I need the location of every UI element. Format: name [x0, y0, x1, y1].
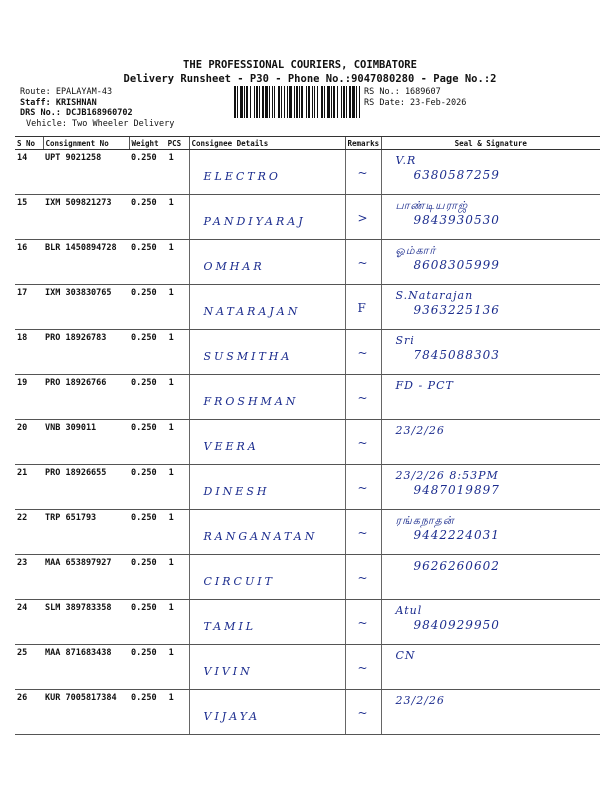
row-pcs: 1 [168, 423, 174, 433]
consignee-name: VEERA [203, 440, 259, 453]
remark-mark: ~ [357, 571, 368, 585]
barcode-bar [246, 86, 248, 118]
consignee-name: FROSHMAN [203, 395, 299, 408]
company-title: THE PROFESSIONAL COURIERS, COIMBATORE [183, 59, 417, 71]
row-sno: 14 [15, 150, 43, 195]
signature-name: S.Natarajan [395, 289, 474, 302]
row-signature [381, 510, 600, 555]
runsheet-meta-right [364, 87, 466, 108]
row-pcs: 1 [168, 468, 174, 478]
remark-mark: > [357, 211, 368, 225]
barcode-bar [254, 86, 255, 118]
row-consignee [189, 150, 345, 195]
row-sno: 21 [15, 465, 43, 510]
barcode-bar [356, 86, 357, 118]
barcode-bar [337, 86, 338, 118]
row-weight: 0.250 [131, 288, 157, 298]
row-pcs: 1 [168, 513, 174, 523]
row-weight-pcs [129, 285, 189, 330]
barcode-bar [265, 86, 268, 118]
signature-phone: 8608305999 [413, 258, 500, 272]
row-sno: 17 [15, 285, 43, 330]
row-weight: 0.250 [131, 198, 157, 208]
barcode-bar [301, 86, 303, 118]
row-sno: 24 [15, 600, 43, 645]
table-row [15, 510, 600, 555]
remark-mark: F [357, 301, 366, 315]
row-sno: 20 [15, 420, 43, 465]
row-pcs: 1 [168, 693, 174, 703]
row-weight-pcs [129, 690, 189, 735]
remark-mark: ~ [357, 481, 368, 495]
row-signature [381, 330, 600, 375]
route-label: Route: EPALAYAM-43 [20, 87, 113, 97]
consignee-name: PANDIYARAJ [203, 215, 306, 228]
row-signature [381, 285, 600, 330]
signature-text [396, 649, 416, 663]
row-consignment: BLR 1450894728 [43, 240, 129, 285]
barcode-bar [294, 86, 295, 118]
row-signature [381, 195, 600, 240]
signature-phone: 9442224031 [413, 528, 500, 542]
signature-text [396, 334, 500, 362]
row-remarks [345, 285, 381, 330]
signature-text [396, 694, 445, 708]
vehicle-label: Vehicle: Two Wheeler Delivery [26, 118, 175, 129]
signature-text [396, 289, 500, 317]
barcode-bar [308, 86, 310, 118]
row-weight: 0.250 [131, 558, 157, 568]
row-weight-pcs [129, 420, 189, 465]
signature-phone: 6380587259 [413, 168, 500, 182]
document-header [0, 58, 600, 86]
table-row [15, 240, 600, 285]
signature-name: Atul [395, 604, 423, 617]
barcode-bar [256, 86, 258, 118]
consignee-name: NATARAJAN [203, 305, 301, 318]
row-signature [381, 690, 600, 735]
row-weight: 0.250 [131, 513, 157, 523]
remark-mark: ~ [357, 391, 368, 405]
row-consignment: PRO 18926783 [43, 330, 129, 375]
table-row [15, 690, 600, 735]
signature-name: Sri [395, 334, 415, 347]
row-consignee [189, 330, 345, 375]
remark-mark: ~ [357, 706, 368, 720]
consignee-name: DINESH [203, 485, 270, 498]
barcode-bar [274, 86, 275, 118]
barcode-bar [343, 86, 345, 118]
row-consignee [189, 375, 345, 420]
barcode-bar [272, 86, 273, 118]
row-weight-pcs [129, 240, 189, 285]
row-weight: 0.250 [131, 468, 157, 478]
barcode-bar [317, 86, 318, 118]
barcode-bar [259, 86, 260, 118]
consignee-name: RANGANATAN [203, 530, 318, 543]
barcode-bar [240, 86, 243, 118]
row-weight: 0.250 [131, 603, 157, 613]
row-signature [381, 375, 600, 420]
row-weight-pcs [129, 195, 189, 240]
row-weight: 0.250 [131, 378, 157, 388]
row-consignee [189, 285, 345, 330]
row-signature [381, 645, 600, 690]
row-weight-pcs [129, 555, 189, 600]
table-row [15, 645, 600, 690]
row-consignment: KUR 7005817384 [43, 690, 129, 735]
barcode-bar [284, 86, 285, 118]
row-pcs: 1 [168, 648, 174, 658]
barcode-bar [296, 86, 298, 118]
signature-name: CN [395, 649, 416, 662]
table-row [15, 465, 600, 510]
row-consignment: IXM 303830765 [43, 285, 129, 330]
row-consignee [189, 420, 345, 465]
row-consignment: PRO 18926766 [43, 375, 129, 420]
row-remarks [345, 375, 381, 420]
row-remarks [345, 195, 381, 240]
table-row [15, 195, 600, 240]
row-weight: 0.250 [131, 333, 157, 343]
col-sno: S No [15, 137, 43, 150]
row-weight-pcs [129, 510, 189, 555]
row-pcs: 1 [168, 153, 174, 163]
barcode-bar [306, 86, 307, 118]
barcode-bar [324, 86, 325, 118]
col-weight: Weight [131, 138, 159, 148]
barcode-bar [287, 86, 288, 118]
consignee-name: VIJAYA [203, 710, 261, 723]
table-header-row [15, 137, 600, 150]
row-consignment: MAA 653897927 [43, 555, 129, 600]
row-consignee [189, 555, 345, 600]
row-pcs: 1 [168, 333, 174, 343]
row-remarks [345, 465, 381, 510]
row-sno: 15 [15, 195, 43, 240]
signature-phone: 7845088303 [413, 348, 500, 362]
signature-name: 23/2/26 8:53PM [395, 469, 499, 482]
row-sno: 25 [15, 645, 43, 690]
barcode-bar [289, 86, 292, 118]
row-weight-pcs [129, 600, 189, 645]
row-remarks [345, 150, 381, 195]
barcode-bar [321, 86, 323, 118]
runsheet-subtitle: Delivery Runsheet - P30 - Phone No.:9047080280 - Page No.:2 [123, 73, 497, 85]
row-sno: 16 [15, 240, 43, 285]
signature-text [396, 469, 500, 497]
consignee-name: CIRCUIT [203, 575, 275, 588]
remark-mark: ~ [357, 436, 368, 450]
row-remarks [345, 420, 381, 465]
barcode-bar [244, 86, 245, 118]
row-pcs: 1 [168, 603, 174, 613]
signature-name: ரங்கநாதன் [395, 514, 455, 527]
table-row [15, 375, 600, 420]
remark-mark: ~ [357, 166, 368, 180]
table-row [15, 150, 600, 195]
row-pcs: 1 [168, 558, 174, 568]
row-consignee [189, 195, 345, 240]
row-consignee [189, 465, 345, 510]
signature-text [396, 514, 500, 542]
row-weight-pcs [129, 150, 189, 195]
col-remarks: Remarks [345, 137, 381, 150]
row-signature [381, 555, 600, 600]
row-consignee [189, 510, 345, 555]
row-remarks [345, 600, 381, 645]
row-signature [381, 465, 600, 510]
row-remarks [345, 510, 381, 555]
row-signature [381, 600, 600, 645]
barcode-bar [327, 86, 330, 118]
barcode-bar [331, 86, 332, 118]
row-consignee [189, 690, 345, 735]
row-consignment: UPT 9021258 [43, 150, 129, 195]
row-remarks [345, 330, 381, 375]
barcode-bar [237, 86, 238, 118]
remark-mark: ~ [357, 526, 368, 540]
signature-name: பாண்டியராஜ் [395, 199, 469, 212]
row-consignment: SLM 389783358 [43, 600, 129, 645]
signature-text [396, 559, 500, 573]
table-row [15, 420, 600, 465]
row-signature [381, 240, 600, 285]
col-weight-pcs [129, 137, 189, 150]
barcode-bar [346, 86, 347, 118]
row-consignment: IXM 509821273 [43, 195, 129, 240]
row-signature [381, 150, 600, 195]
col-pcs: PCS [167, 138, 182, 148]
barcode-bar [250, 86, 251, 118]
signature-phone: 9843930530 [413, 213, 500, 227]
row-consignee [189, 240, 345, 285]
row-consignment: VNB 309011 [43, 420, 129, 465]
barcode-bar [349, 86, 351, 118]
signature-text [396, 379, 454, 393]
consignee-name: OMHAR [203, 260, 265, 273]
remark-mark: ~ [357, 661, 368, 675]
signature-phone: 9626260602 [413, 559, 500, 573]
staff-label: Staff: KRISHNAN [20, 97, 97, 108]
consignee-name: SUSMITHA [203, 350, 293, 363]
row-weight-pcs [129, 645, 189, 690]
signature-phone: 9487019897 [413, 483, 500, 497]
barcode-bar [234, 86, 236, 118]
row-remarks [345, 690, 381, 735]
row-weight: 0.250 [131, 243, 157, 253]
remark-mark: ~ [357, 256, 368, 270]
table-row [15, 600, 600, 645]
barcode-bar [262, 86, 264, 118]
barcode-bar [269, 86, 270, 118]
barcode-bar [314, 86, 315, 118]
row-sno: 23 [15, 555, 43, 600]
row-sno: 26 [15, 690, 43, 735]
rs-number: RS No.: 1689607 [364, 87, 441, 97]
row-weight: 0.250 [131, 423, 157, 433]
row-pcs: 1 [168, 198, 174, 208]
barcode-bar [352, 86, 355, 118]
table-row [15, 330, 600, 375]
row-pcs: 1 [168, 378, 174, 388]
signature-text [396, 424, 445, 438]
row-weight-pcs [129, 465, 189, 510]
signature-text [396, 154, 500, 182]
signature-name: ஓம்கார் [395, 244, 437, 257]
runsheet-table [15, 136, 600, 735]
col-seal: Seal & Signature [381, 137, 600, 150]
barcode-bar [281, 86, 282, 118]
barcode-bar [333, 86, 335, 118]
barcode-bar [278, 86, 280, 118]
col-consignment: Consignment No [43, 137, 129, 150]
row-sno: 19 [15, 375, 43, 420]
row-pcs: 1 [168, 243, 174, 253]
row-remarks [345, 645, 381, 690]
row-consignment: PRO 18926655 [43, 465, 129, 510]
row-sno: 18 [15, 330, 43, 375]
barcode-bar [341, 86, 342, 118]
consignee-name: VIVIN [203, 665, 253, 678]
row-consignment: TRP 651793 [43, 510, 129, 555]
row-consignee [189, 645, 345, 690]
table-row [15, 285, 600, 330]
row-consignment: MAA 871683438 [43, 645, 129, 690]
drs-number: DRS No.: DCJB168960702 [20, 108, 133, 118]
rs-date: RS Date: 23-Feb-2026 [364, 97, 467, 108]
row-remarks [345, 555, 381, 600]
barcode-bar [312, 86, 313, 118]
row-weight-pcs [129, 330, 189, 375]
signature-text [396, 199, 500, 227]
remark-mark: ~ [357, 616, 368, 630]
row-weight: 0.250 [131, 648, 157, 658]
signature-name: 23/2/26 [395, 694, 445, 707]
row-signature [381, 420, 600, 465]
barcode-bar [359, 86, 360, 118]
signature-name: V.R [395, 154, 417, 167]
row-weight: 0.250 [131, 693, 157, 703]
row-pcs: 1 [168, 288, 174, 298]
signature-name: FD - PCT [395, 379, 454, 392]
signature-phone: 9363225136 [413, 303, 500, 317]
signature-name: 23/2/26 [395, 424, 445, 437]
remark-mark: ~ [357, 346, 368, 360]
row-weight-pcs [129, 375, 189, 420]
col-details: Consignee Details [189, 137, 345, 150]
signature-text [396, 244, 500, 272]
row-sno: 22 [15, 510, 43, 555]
row-consignee [189, 600, 345, 645]
signature-text [396, 604, 500, 632]
consignee-name: TAMIL [203, 620, 257, 633]
consignee-name: ELECTRO [203, 170, 281, 183]
row-remarks [345, 240, 381, 285]
table-row [15, 555, 600, 600]
barcode-bar [299, 86, 300, 118]
signature-phone: 9840929950 [413, 618, 500, 632]
row-weight: 0.250 [131, 153, 157, 163]
barcode [234, 86, 360, 118]
runsheet-meta-left [20, 87, 174, 129]
